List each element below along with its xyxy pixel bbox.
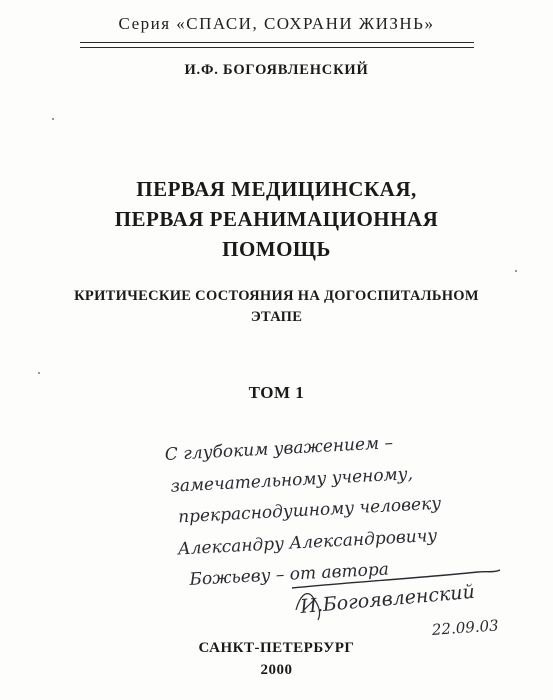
book-title-line: ПЕРВАЯ МЕДИЦИНСКАЯ, — [136, 177, 417, 201]
print-speck — [38, 372, 40, 374]
volume-number: ТОМ 1 — [248, 383, 305, 402]
inscription-line: Божьеву – от автора — [188, 559, 390, 590]
book-title-line: ПЕРВАЯ РЕАНИМАЦИОННАЯ — [114, 207, 439, 231]
inscription-line: прекраснодушному человеку — [177, 493, 442, 528]
inscription-line: замечательному ученому, — [170, 464, 414, 497]
inscription-date: 22.09.03 — [431, 616, 500, 639]
author-name: И.Ф. БОГОЯВЛЕНСКИЙ — [184, 62, 369, 78]
publisher-city: САНКТ-ПЕТЕРБУРГ — [198, 640, 355, 656]
book-subtitle-line: ЭТАПЕ — [250, 309, 303, 325]
publication-year: 2000 — [260, 662, 293, 678]
book-subtitle-line: КРИТИЧЕСКИЕ СОСТОЯНИЯ НА ДОГОСПИТАЛЬНОМ — [74, 288, 479, 304]
inscription-line: Александру Александровичу — [177, 525, 438, 560]
print-speck — [515, 270, 517, 272]
book-title-line: ПОМОЩЬ — [222, 237, 331, 261]
series-name: Серия «СПАСИ, СОХРАНИ ЖИЗНЬ» — [118, 14, 435, 33]
print-speck — [52, 118, 54, 120]
inscription-line: С глубоким уважением – — [164, 433, 394, 466]
signature-text: И.Богоявленский — [299, 580, 476, 618]
